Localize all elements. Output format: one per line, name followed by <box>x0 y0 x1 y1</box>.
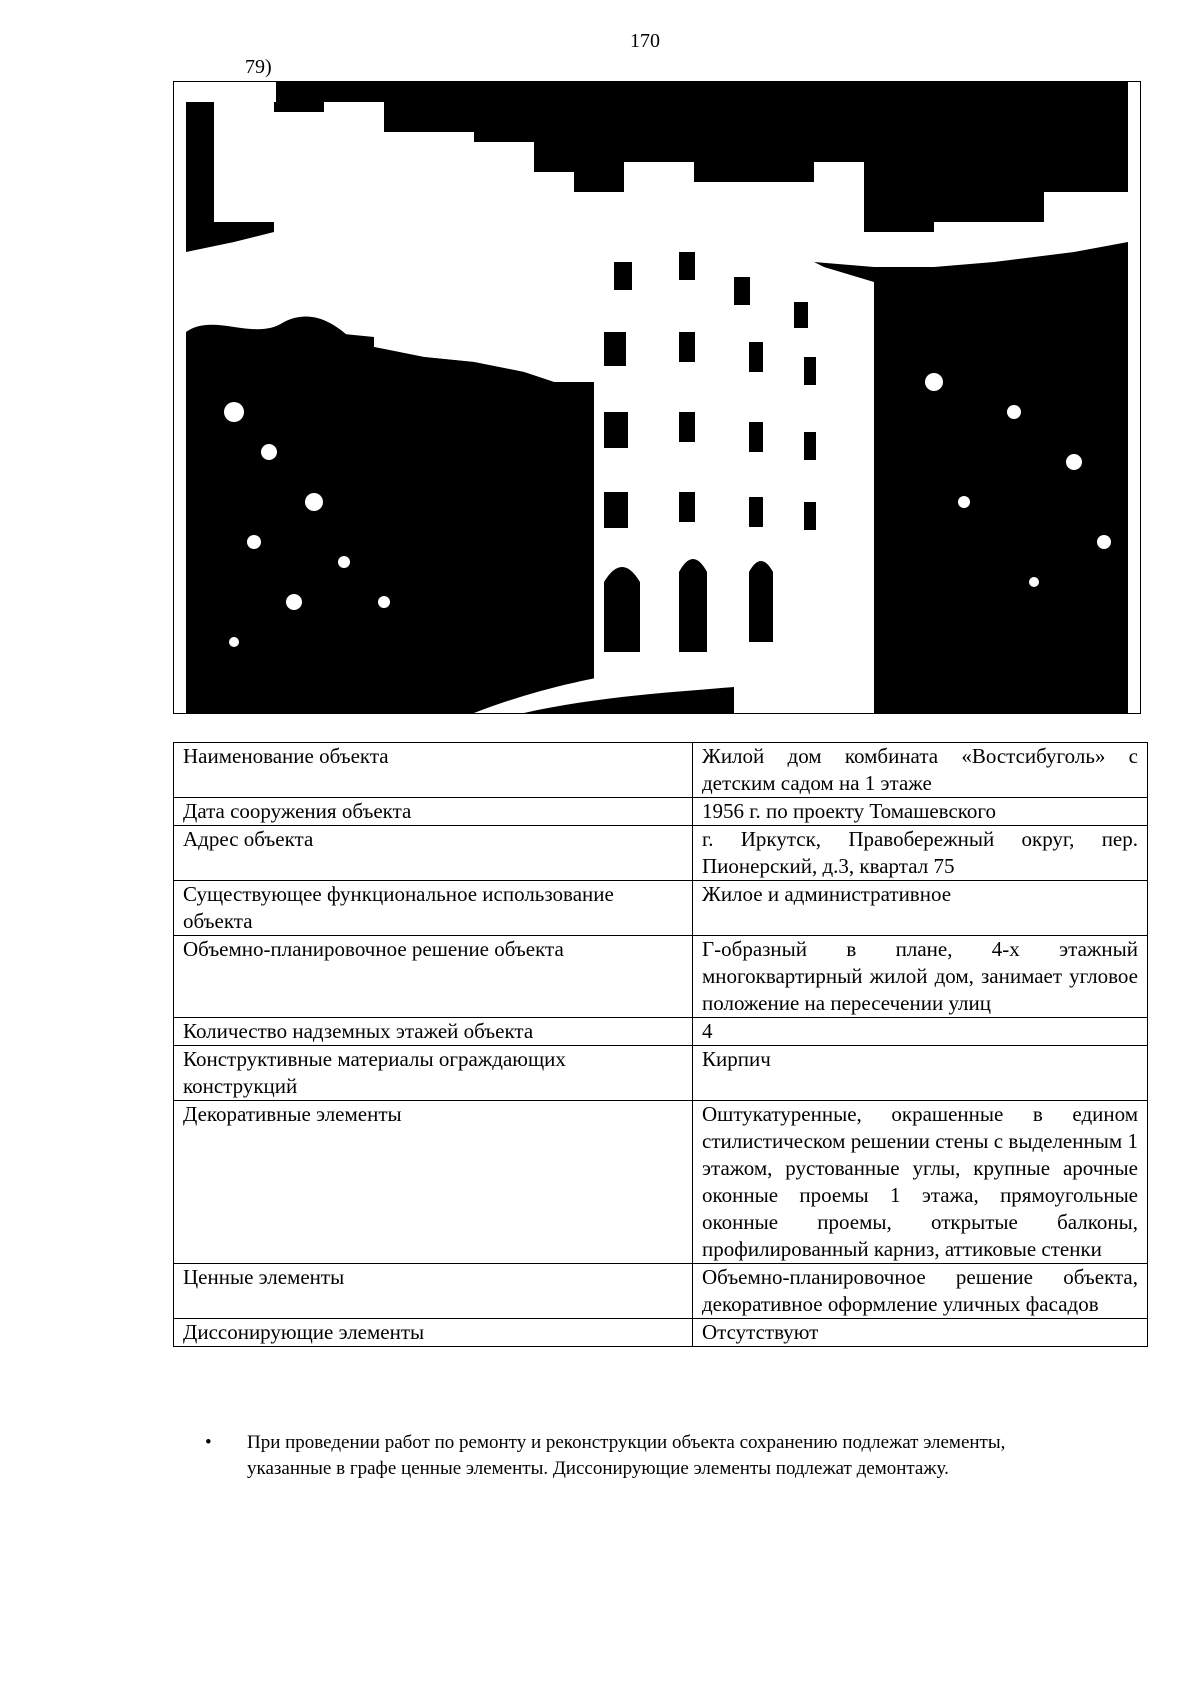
row-label: Конструктивные материалы ограждающих конструкций <box>174 1046 693 1101</box>
building-photo-icon <box>174 82 1140 713</box>
row-label: Существующее функциональное использование объекта <box>174 881 693 936</box>
row-value: Оштукатуренные, окрашенные в едином стилистическом решении стены с выделенным 1 этажом, рустованные углы, крупные арочные оконные проемы 1 этажа, прямоугольные оконные проемы, открытые балконы, профилированный карниз, аттиковые стенки <box>693 1101 1148 1264</box>
row-label: Количество надземных этажей объекта <box>174 1018 693 1046</box>
row-label: Дата сооружения объекта <box>174 798 693 826</box>
table-row <box>174 1018 1148 1046</box>
bullet-icon: • <box>205 1432 212 1453</box>
row-label: Адрес объекта <box>174 826 693 881</box>
preservation-note <box>205 1430 1085 1482</box>
note-text: При проведении работ по ремонту и реконструкции объекта сохранению подлежат элементы, указанные в графе ценные элементы. Диссонирующие элементы подлежат демонтажу. <box>247 1432 1006 1479</box>
row-label: Ценные элементы <box>174 1264 693 1319</box>
page-number: 170 <box>630 30 660 52</box>
table-row <box>174 798 1148 826</box>
row-value: Кирпич <box>693 1046 1148 1101</box>
row-label: Диссонирующие элементы <box>174 1319 693 1347</box>
table-row <box>174 1046 1148 1101</box>
row-value: Жилой дом комбината «Востсибуголь» с детским садом на 1 этаже <box>693 743 1148 798</box>
object-info-table <box>173 742 1148 1347</box>
table-row <box>174 1319 1148 1347</box>
row-value: 1956 г. по проекту Томашевского <box>693 798 1148 826</box>
row-value: Объемно-планировочное решение объекта, декоративное оформление уличных фасадов <box>693 1264 1148 1319</box>
row-value: Жилое и административное <box>693 881 1148 936</box>
table-row <box>174 936 1148 1018</box>
table-row <box>174 1264 1148 1319</box>
row-value: Г-образный в плане, 4-х этажный многоквартирный жилой дом, занимает угловое положение на пересечении улиц <box>693 936 1148 1018</box>
row-label: Объемно-планировочное решение объекта <box>174 936 693 1018</box>
row-value: 4 <box>693 1018 1148 1046</box>
table-row <box>174 826 1148 881</box>
table-row <box>174 1101 1148 1264</box>
row-value: Отсутствуют <box>693 1319 1148 1347</box>
table-row <box>174 881 1148 936</box>
row-value: г. Иркутск, Правобережный округ, пер. Пионерский, д.3, квартал 75 <box>693 826 1148 881</box>
row-label: Декоративные элементы <box>174 1101 693 1264</box>
row-label: Наименование объекта <box>174 743 693 798</box>
item-number: 79) <box>245 56 272 78</box>
building-photo <box>173 81 1141 714</box>
table-row <box>174 743 1148 798</box>
